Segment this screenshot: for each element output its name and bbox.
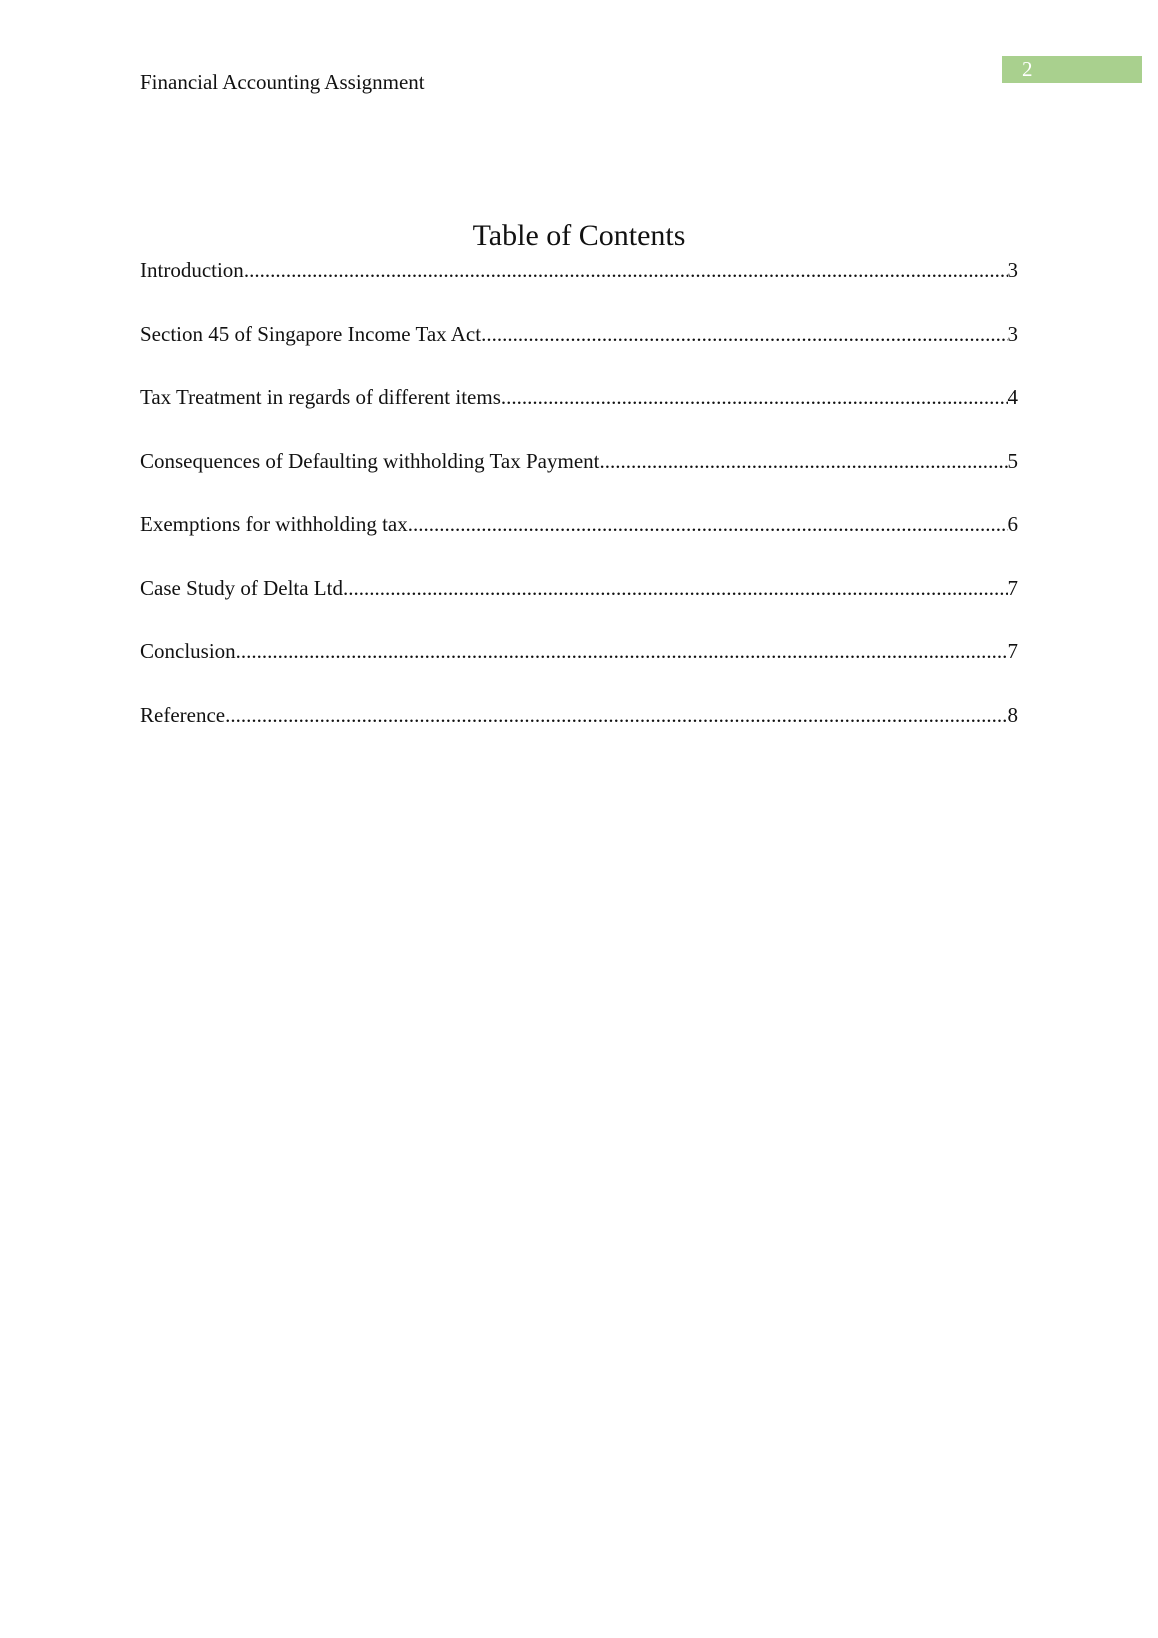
toc-entry-label: Case Study of Delta Ltd [140,575,343,600]
toc-entry-page: 3 [1007,321,1018,346]
toc-entry-page: 7 [1007,575,1018,600]
toc-entry-conclusion[interactable] [140,637,1018,701]
toc-entry-consequences[interactable] [140,447,1018,511]
toc-dot-leader [244,256,1008,284]
toc-entry-page: 6 [1007,512,1018,536]
toc-entry-page: 7 [1007,639,1018,663]
toc-entry-tax-treatment[interactable] [140,383,1018,447]
toc-dot-leader [599,447,1007,475]
toc-entry-label: Conclusion [140,639,236,663]
toc-entry-reference[interactable] [140,701,1018,765]
toc-entry-introduction[interactable] [140,256,1018,320]
toc-entry-page: 3 [1007,258,1018,282]
toc-dot-leader [481,320,1007,348]
toc-entry-label: Section 45 of Singapore Income Tax Act [140,321,482,346]
toc-entry-section-45[interactable] [140,320,1018,384]
toc-entry-page: 8 [1007,702,1018,727]
page-number-badge: 2 [1002,56,1142,83]
toc-entry-label: Introduction [140,258,244,282]
toc-dot-leader [408,510,1008,538]
toc-heading: Table of Contents [472,219,686,252]
document-header-title: Financial Accounting Assignment [140,70,425,94]
toc-dot-leader [236,637,1008,665]
toc-dot-leader [343,574,1008,602]
toc-entry-case-study[interactable] [140,574,1018,638]
toc-dot-leader [501,383,1008,411]
toc-entry-label: Exemptions for withholding tax [140,512,408,536]
toc-entry-label: Reference [140,702,226,727]
toc-entry-exemptions[interactable] [140,510,1018,574]
toc-entry-label: Tax Treatment in regards of different items [140,385,501,409]
toc-entry-page: 4 [1007,385,1018,409]
toc-dot-leader [225,701,1007,729]
toc-entry-label: Consequences of Defaulting withholding Tax Payment [140,448,600,473]
toc-list [140,256,1018,764]
toc-entry-page: 5 [1007,448,1018,473]
